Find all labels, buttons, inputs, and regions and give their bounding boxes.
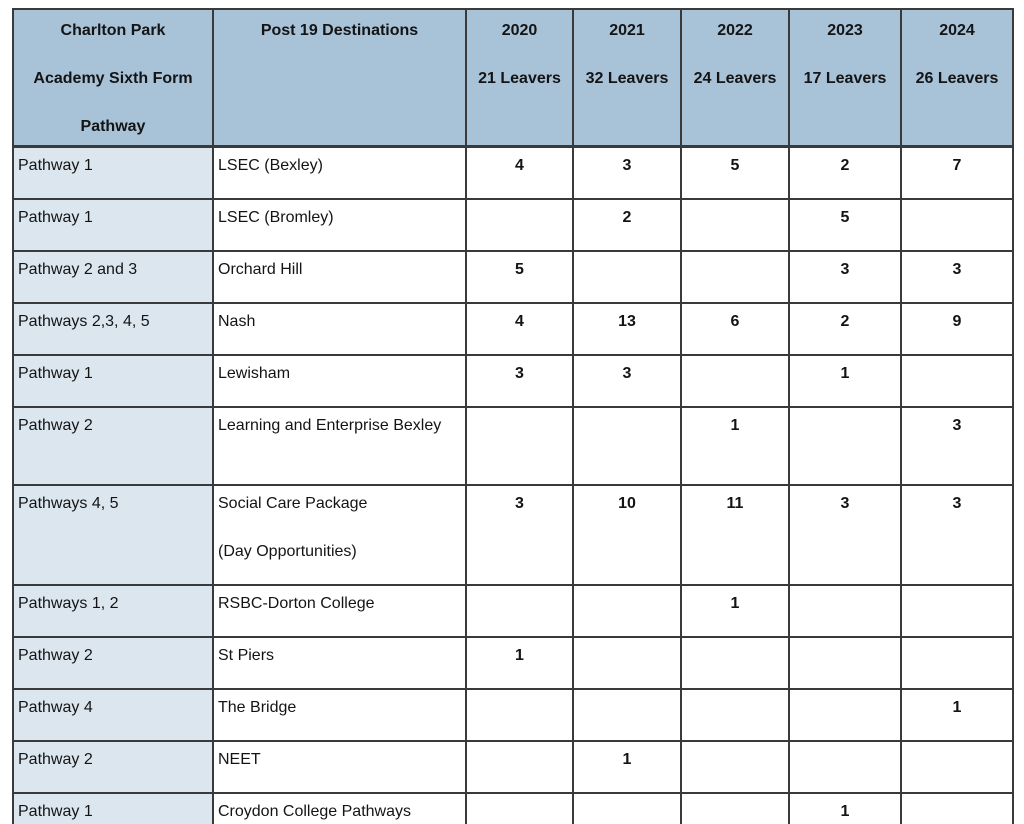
value-cell-2021 <box>573 793 681 824</box>
value-label: 5 <box>730 157 740 174</box>
value-cell-2024 <box>901 793 1013 824</box>
value-label: 3 <box>840 494 850 512</box>
value-label: 3 <box>840 260 850 278</box>
value-label: 13 <box>618 312 636 330</box>
value-label: 1 <box>952 698 962 716</box>
pathway-cell <box>13 147 213 199</box>
header-year-2021-column <box>573 9 681 147</box>
destination-cell <box>213 407 466 485</box>
leavers-count-label: 17 Leavers <box>803 70 887 87</box>
value-cell-2021 <box>573 407 681 485</box>
value-cell-2020 <box>466 637 573 689</box>
table-row <box>13 355 1013 407</box>
value-label: 5 <box>515 260 524 278</box>
leavers-count-label: 32 Leavers <box>585 70 669 87</box>
pathway-cell <box>13 585 213 637</box>
value-cell-2022 <box>681 637 789 689</box>
destination-label: Orchard Hill <box>218 260 303 278</box>
value-cell-2020 <box>466 303 573 355</box>
table-row <box>13 199 1013 251</box>
value-label: 3 <box>515 494 524 512</box>
value-cell-2024 <box>901 251 1013 303</box>
destination-label: Learning and Enterprise Bexley <box>218 416 442 434</box>
destination-cell <box>213 689 466 741</box>
value-cell-2022 <box>681 303 789 355</box>
year-label: 2021 <box>609 22 645 39</box>
value-cell-2023 <box>789 793 901 824</box>
value-label: 1 <box>515 646 524 664</box>
value-label: 9 <box>952 312 962 330</box>
destination-label: Croydon College Pathways <box>218 802 411 820</box>
destination-cell <box>213 199 466 251</box>
value-cell-2021 <box>573 199 681 251</box>
pathway-label: Pathways 4, 5 <box>18 494 119 512</box>
value-cell-2023 <box>789 689 901 741</box>
value-cell-2022 <box>681 355 789 407</box>
destination-label: RSBC-Dorton College <box>218 594 375 612</box>
pathway-cell <box>13 199 213 251</box>
value-cell-2020 <box>466 147 573 199</box>
destination-cell <box>213 303 466 355</box>
value-cell-2021 <box>573 251 681 303</box>
value-cell-2023 <box>789 585 901 637</box>
destination-cell <box>213 147 466 199</box>
value-cell-2022 <box>681 741 789 793</box>
value-cell-2023 <box>789 251 901 303</box>
value-cell-2020 <box>466 793 573 824</box>
table-row <box>13 303 1013 355</box>
leavers-count-label: 21 Leavers <box>478 70 561 87</box>
table-row <box>13 689 1013 741</box>
header-year-2023-column <box>789 9 901 147</box>
value-cell-2022 <box>681 485 789 585</box>
value-label: 2 <box>840 312 850 330</box>
destination-cell <box>213 485 466 585</box>
value-cell-2021 <box>573 637 681 689</box>
table-row <box>13 407 1013 485</box>
value-cell-2024 <box>901 303 1013 355</box>
value-cell-2023 <box>789 147 901 199</box>
pathway-cell <box>13 689 213 741</box>
value-cell-2021 <box>573 303 681 355</box>
value-cell-2024 <box>901 485 1013 585</box>
destination-cell <box>213 355 466 407</box>
value-label: 6 <box>730 312 740 330</box>
value-cell-2023 <box>789 303 901 355</box>
value-cell-2020 <box>466 485 573 585</box>
year-label: 2020 <box>501 22 538 39</box>
value-cell-2022 <box>681 793 789 824</box>
value-cell-2021 <box>573 741 681 793</box>
value-cell-2023 <box>789 741 901 793</box>
pathway-cell <box>13 407 213 485</box>
value-cell-2022 <box>681 407 789 485</box>
value-cell-2023 <box>789 485 901 585</box>
value-cell-2024 <box>901 355 1013 407</box>
leavers-count-label: 26 Leavers <box>915 70 999 87</box>
destinations-header-label: Post 19 Destinations <box>260 22 419 39</box>
value-cell-2020 <box>466 251 573 303</box>
value-cell-2023 <box>789 637 901 689</box>
value-label: 1 <box>730 594 740 612</box>
header-destinations-column <box>213 9 466 147</box>
table-row <box>13 585 1013 637</box>
value-label: 3 <box>515 364 524 382</box>
value-label: 2 <box>622 208 632 226</box>
value-label: 5 <box>840 208 850 226</box>
header-pathway-column <box>13 9 213 147</box>
header-year-2022-column <box>681 9 789 147</box>
value-cell-2023 <box>789 199 901 251</box>
pathway-label: Pathway 2 and 3 <box>18 260 138 278</box>
value-label: 4 <box>515 157 524 174</box>
destination-label: Social Care Package <box>218 494 368 512</box>
destination-cell <box>213 251 466 303</box>
destination-label: (Day Opportunities) <box>218 542 357 560</box>
value-label: 1 <box>730 416 740 434</box>
destination-label: Lewisham <box>218 364 291 382</box>
pathway-label: Pathway 2 <box>18 416 93 434</box>
value-label: 11 <box>726 494 744 512</box>
destination-label: The Bridge <box>218 698 297 716</box>
value-label: 3 <box>952 260 962 278</box>
value-label: 2 <box>840 157 850 174</box>
pathway-label: Pathway 4 <box>18 698 93 716</box>
post-19-destinations-table <box>12 8 1014 824</box>
year-label: 2022 <box>717 22 753 39</box>
value-cell-2022 <box>681 585 789 637</box>
pathway-label: Pathway 1 <box>18 364 93 382</box>
value-cell-2024 <box>901 585 1013 637</box>
pathway-header-line: Charlton Park <box>60 22 166 39</box>
destination-label: LSEC (Bexley) <box>218 157 323 174</box>
leavers-count-label: 24 Leavers <box>693 70 777 87</box>
pathway-header-line: Academy Sixth Form <box>33 70 193 87</box>
value-cell-2024 <box>901 199 1013 251</box>
value-label: 10 <box>618 494 636 512</box>
year-label: 2023 <box>827 22 863 39</box>
value-label: 1 <box>840 802 850 820</box>
value-cell-2020 <box>466 407 573 485</box>
pathway-cell <box>13 637 213 689</box>
value-cell-2022 <box>681 251 789 303</box>
pathway-label: Pathways 1, 2 <box>18 594 119 612</box>
value-cell-2021 <box>573 355 681 407</box>
value-cell-2024 <box>901 689 1013 741</box>
value-cell-2020 <box>466 585 573 637</box>
value-label: 3 <box>952 494 962 512</box>
value-cell-2023 <box>789 355 901 407</box>
value-label: 3 <box>952 416 962 434</box>
value-cell-2020 <box>466 689 573 741</box>
value-label: 3 <box>622 157 632 174</box>
pathway-cell <box>13 793 213 824</box>
destination-cell <box>213 637 466 689</box>
value-label: 1 <box>840 364 850 382</box>
destination-label: Nash <box>218 312 256 330</box>
table-row <box>13 741 1013 793</box>
value-cell-2020 <box>466 199 573 251</box>
value-cell-2024 <box>901 637 1013 689</box>
value-cell-2021 <box>573 485 681 585</box>
value-label: 1 <box>622 750 632 768</box>
value-cell-2022 <box>681 199 789 251</box>
table-row <box>13 793 1013 824</box>
destination-label: LSEC (Bromley) <box>218 208 334 226</box>
value-label: 3 <box>622 364 632 382</box>
pathway-label: Pathway 2 <box>18 646 93 664</box>
pathway-cell <box>13 251 213 303</box>
destination-cell <box>213 741 466 793</box>
table-row <box>13 147 1013 199</box>
pathway-header-line: Pathway <box>80 118 146 135</box>
header-year-2024-column <box>901 9 1013 147</box>
pathway-cell <box>13 303 213 355</box>
value-cell-2020 <box>466 355 573 407</box>
pathway-label: Pathway 2 <box>18 750 93 768</box>
destination-label: St Piers <box>218 646 275 664</box>
table-row <box>13 485 1013 585</box>
table-row <box>13 637 1013 689</box>
value-cell-2022 <box>681 147 789 199</box>
value-label: 4 <box>515 312 524 330</box>
value-cell-2021 <box>573 147 681 199</box>
pathway-cell <box>13 485 213 585</box>
year-label: 2024 <box>939 22 975 39</box>
value-cell-2021 <box>573 689 681 741</box>
value-cell-2023 <box>789 407 901 485</box>
pathway-label: Pathways 2,3, 4, 5 <box>18 312 150 330</box>
pathway-cell <box>13 355 213 407</box>
destination-cell <box>213 793 466 824</box>
pathway-label: Pathway 1 <box>18 802 93 820</box>
pathway-cell <box>13 741 213 793</box>
pathway-label: Pathway 1 <box>18 208 93 226</box>
value-cell-2020 <box>466 741 573 793</box>
destination-label: NEET <box>218 750 261 768</box>
value-cell-2021 <box>573 585 681 637</box>
destination-cell <box>213 585 466 637</box>
header-year-2020-column <box>466 9 573 147</box>
table-row <box>13 251 1013 303</box>
value-cell-2024 <box>901 147 1013 199</box>
value-label: 7 <box>952 157 962 174</box>
header-row <box>13 9 1013 147</box>
value-cell-2022 <box>681 689 789 741</box>
value-cell-2024 <box>901 407 1013 485</box>
pathway-label: Pathway 1 <box>18 157 93 174</box>
value-cell-2024 <box>901 741 1013 793</box>
